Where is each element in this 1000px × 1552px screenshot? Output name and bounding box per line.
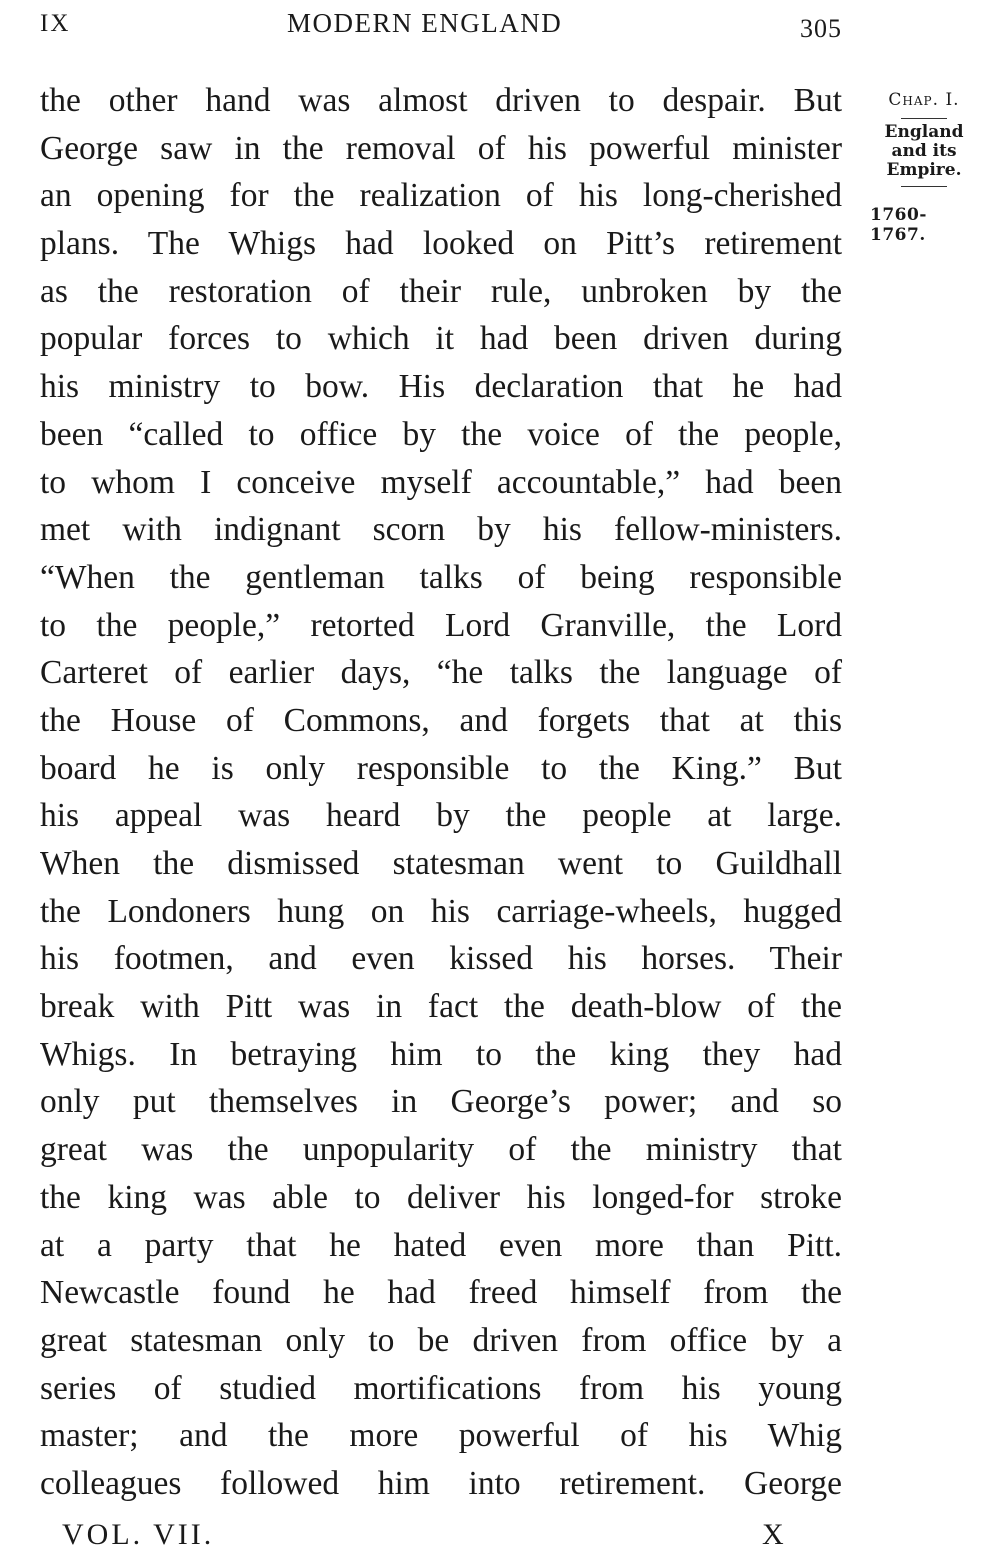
margin-topic-line: England <box>884 122 964 142</box>
text-line: plans. The Whigs had looked on Pitt’s retirement <box>40 225 842 263</box>
running-head <box>40 6 842 46</box>
page-number: 305 <box>800 14 842 43</box>
text-line: at a party that he hated even more than Pitt. <box>40 1226 842 1264</box>
text-line: Newcastle found he had freed himself from the <box>40 1274 842 1312</box>
text-line: master; and the more powerful of his Whig <box>40 1417 842 1455</box>
margin-rule <box>901 118 947 119</box>
volume-signature: VOL. VII. <box>62 1518 215 1551</box>
margin-rule <box>901 186 947 187</box>
marginal-note <box>868 88 980 245</box>
text-line: George saw in the removal of his powerful minister <box>40 129 842 167</box>
text-line: board he is only responsible to the King.” But <box>40 749 842 787</box>
text-line: the king was able to deliver his longed-for stroke <box>40 1178 842 1216</box>
text-line: an opening for the realization of his long-cherished <box>40 177 842 215</box>
text-line: great statesman only to be driven from office by a <box>40 1321 842 1359</box>
text-line: his footmen, and even kissed his horses. Their <box>40 940 842 978</box>
margin-topic-line: and its <box>891 141 957 161</box>
text-line: his ministry to bow. His declaration that he had <box>40 368 842 406</box>
text-line: When the dismissed statesman went to Guildhall <box>40 845 842 882</box>
text-line: Whigs. In betraying him to the king they had <box>40 1035 842 1073</box>
text-line: colleagues followed him into retirement. George <box>40 1464 842 1502</box>
text-line: his appeal was heard by the people at large. <box>40 797 842 835</box>
text-line: “When the gentleman talks of being responsible <box>40 558 842 596</box>
page-footer <box>40 1514 842 1551</box>
text-line: as the restoration of their rule, unbroken by the <box>40 272 842 310</box>
signature-mark: X <box>762 1518 787 1551</box>
text-line: met with indignant scorn by his fellow-ministers. <box>40 511 842 549</box>
margin-topic-line: Empire. <box>886 160 962 180</box>
text-line: to whom I conceive myself accountable,” had been <box>40 463 842 501</box>
margin-dates: 1760-1767. <box>870 205 927 245</box>
text-line: the House of Commons, and forgets that at this <box>40 701 842 739</box>
text-line: Carteret of earlier days, “he talks the language of <box>40 654 842 692</box>
body-text <box>40 77 842 1508</box>
margin-chapter: Chap. I. <box>888 90 960 110</box>
text-line: series of studied mortifications from his young <box>40 1369 842 1407</box>
text-line: the other hand was almost driven to despair. But <box>40 82 842 119</box>
text-line: been “called to office by the voice of the people, <box>40 415 842 453</box>
text-line: great was the unpopularity of the ministry that <box>40 1131 842 1169</box>
text-line: only put themselves in George’s power; and so <box>40 1083 842 1121</box>
text-line: popular forces to which it had been driven during <box>40 320 842 358</box>
text-line: to the people,” retorted Lord Granville, the Lord <box>40 606 842 644</box>
running-title: MODERN ENGLAND <box>287 8 563 38</box>
text-line: break with Pitt was in fact the death-blow of the <box>40 988 842 1026</box>
text-line: the Londoners hung on his carriage-wheels, hugged <box>40 892 842 930</box>
chapter-number: IX <box>40 10 71 37</box>
